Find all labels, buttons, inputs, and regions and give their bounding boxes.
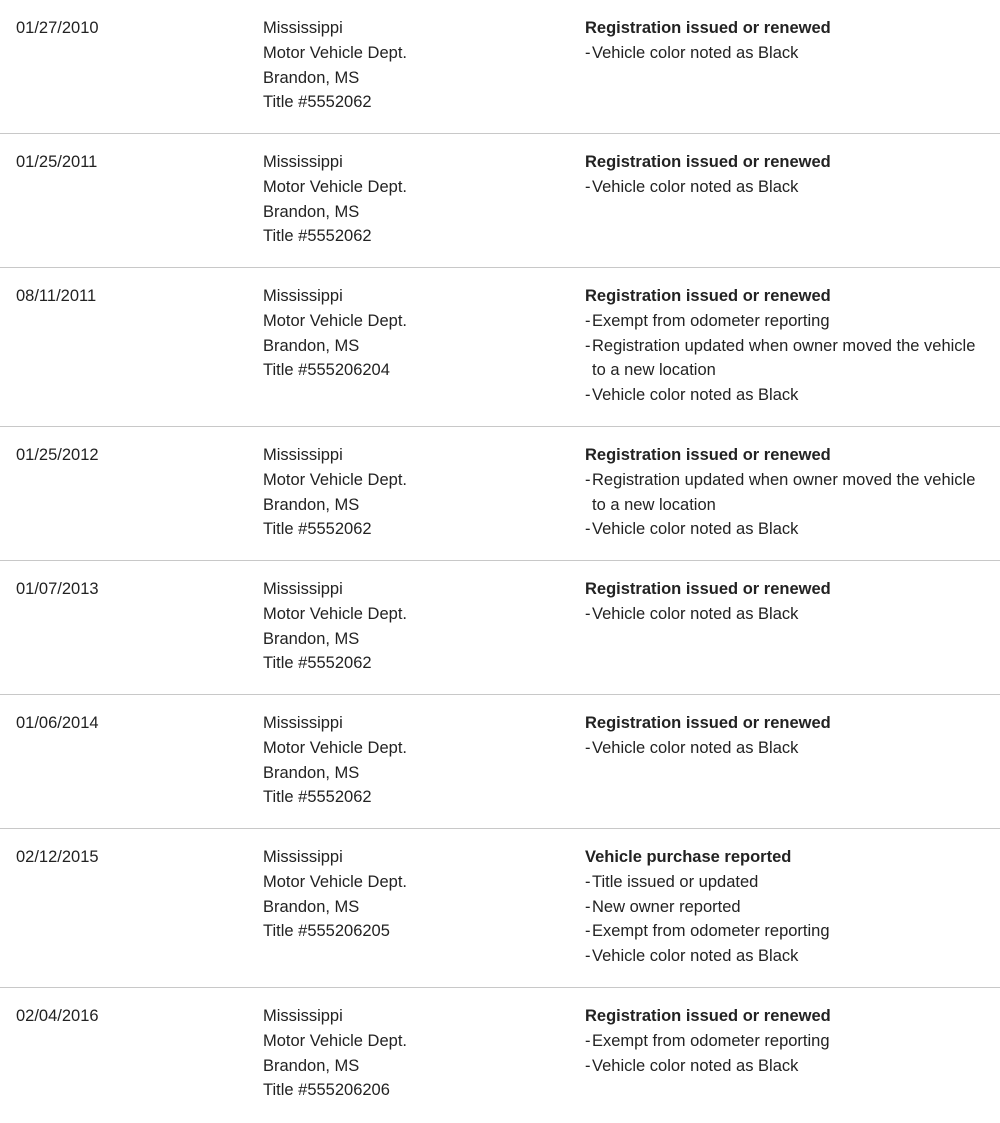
record-detail-item [585, 895, 985, 920]
record-detail-item [585, 736, 985, 761]
record-date: 01/25/2012 [16, 446, 99, 464]
record-comments [585, 711, 985, 761]
history-record-row [0, 134, 1000, 268]
source-line: Motor Vehicle Dept. [263, 43, 407, 62]
record-date: 01/27/2010 [16, 19, 99, 37]
record-headline: Registration issued or renewed [585, 287, 831, 305]
history-record-row [0, 0, 1000, 134]
source-line: Mississippi [263, 580, 343, 598]
record-comments [585, 150, 985, 200]
bullet-dash: - [585, 897, 591, 916]
record-detail-text: Vehicle color noted as Black [592, 738, 799, 757]
record-detail-text: Vehicle color noted as Black [592, 43, 799, 62]
bullet-dash: - [585, 336, 591, 355]
history-record-row [0, 988, 1000, 1123]
record-detail-text: Exempt from odometer reporting [592, 1031, 830, 1050]
record-source [263, 150, 407, 249]
record-date: 08/11/2011 [16, 287, 97, 305]
record-detail-item [585, 517, 985, 542]
record-comments [585, 443, 985, 542]
record-comments [585, 577, 985, 627]
record-detail-item [585, 41, 985, 66]
source-line: Mississippi [263, 848, 343, 866]
bullet-dash: - [585, 922, 591, 941]
source-line: Title #5552062 [263, 654, 372, 673]
record-date: 02/12/2015 [16, 848, 99, 866]
bullet-dash: - [585, 1031, 591, 1050]
record-headline: Registration issued or renewed [585, 19, 831, 37]
record-headline: Registration issued or renewed [585, 580, 831, 598]
record-detail-text: New owner reported [592, 897, 741, 916]
record-detail-item [585, 334, 985, 384]
record-detail-text: Vehicle color noted as Black [592, 1056, 799, 1075]
source-line: Motor Vehicle Dept. [263, 872, 407, 891]
history-record-row [0, 268, 1000, 427]
source-line: Title #5552062 [263, 93, 372, 112]
history-record-row [0, 695, 1000, 829]
bullet-dash: - [585, 177, 591, 196]
source-line: Motor Vehicle Dept. [263, 177, 407, 196]
source-line: Mississippi [263, 714, 343, 732]
record-detail-item [585, 1054, 985, 1079]
record-detail-item [585, 919, 985, 944]
source-line: Title #555206204 [263, 361, 390, 380]
source-line: Brandon, MS [263, 336, 360, 355]
source-line: Brandon, MS [263, 629, 360, 648]
record-detail-item [585, 944, 985, 969]
history-record-row [0, 829, 1000, 988]
record-detail-text: Registration updated when owner moved the vehicle to a new location [592, 336, 976, 380]
record-detail-text: Vehicle color noted as Black [592, 177, 799, 196]
record-detail-item [585, 870, 985, 895]
record-date: 01/25/2011 [16, 153, 98, 171]
bullet-dash: - [585, 872, 591, 891]
record-detail-item [585, 309, 985, 334]
source-line: Brandon, MS [263, 763, 360, 782]
record-detail-item [585, 1029, 985, 1054]
bullet-dash: - [585, 43, 591, 62]
record-source [263, 16, 407, 115]
record-detail-text: Vehicle color noted as Black [592, 386, 799, 405]
source-line: Mississippi [263, 287, 343, 305]
record-detail-text: Title issued or updated [592, 872, 759, 891]
record-date: 01/07/2013 [16, 580, 99, 598]
record-detail-text: Exempt from odometer reporting [592, 311, 830, 330]
record-detail-item [585, 468, 985, 518]
record-headline: Vehicle purchase reported [585, 848, 792, 866]
record-detail-text: Vehicle color noted as Black [592, 604, 799, 623]
source-line: Mississippi [263, 1007, 343, 1025]
record-detail-text: Registration updated when owner moved the vehicle to a new location [592, 470, 976, 514]
record-headline: Registration issued or renewed [585, 1007, 831, 1025]
record-comments [585, 16, 985, 66]
source-line: Brandon, MS [263, 495, 360, 514]
record-detail-text: Vehicle color noted as Black [592, 520, 799, 539]
source-line: Motor Vehicle Dept. [263, 1031, 407, 1050]
source-line: Title #5552062 [263, 227, 372, 246]
bullet-dash: - [585, 520, 591, 539]
bullet-dash: - [585, 311, 591, 330]
source-line: Motor Vehicle Dept. [263, 470, 407, 489]
source-line: Title #5552062 [263, 788, 372, 807]
record-detail-item [585, 175, 985, 200]
bullet-dash: - [585, 1056, 591, 1075]
record-detail-item [585, 383, 985, 408]
record-source [263, 845, 407, 944]
record-date: 02/04/2016 [16, 1007, 99, 1025]
record-date: 01/06/2014 [16, 714, 99, 732]
record-detail-text: Exempt from odometer reporting [592, 922, 830, 941]
record-source [263, 577, 407, 676]
record-source [263, 1004, 407, 1103]
record-headline: Registration issued or renewed [585, 714, 831, 732]
bullet-dash: - [585, 386, 591, 405]
source-line: Mississippi [263, 153, 343, 171]
source-line: Mississippi [263, 19, 343, 37]
source-line: Mississippi [263, 446, 343, 464]
record-comments [585, 1004, 985, 1078]
source-line: Brandon, MS [263, 68, 360, 87]
record-headline: Registration issued or renewed [585, 153, 831, 171]
bullet-dash: - [585, 947, 591, 966]
record-source [263, 284, 407, 383]
source-line: Brandon, MS [263, 897, 360, 916]
history-record-row [0, 561, 1000, 695]
source-line: Title #555206206 [263, 1081, 390, 1100]
record-comments [585, 845, 985, 969]
source-line: Brandon, MS [263, 1056, 360, 1075]
bullet-dash: - [585, 470, 591, 489]
record-comments [585, 284, 985, 408]
record-detail-text: Vehicle color noted as Black [592, 947, 799, 966]
source-line: Title #5552062 [263, 520, 372, 539]
history-record-row [0, 427, 1000, 561]
source-line: Motor Vehicle Dept. [263, 311, 407, 330]
source-line: Motor Vehicle Dept. [263, 604, 407, 623]
source-line: Brandon, MS [263, 202, 360, 221]
source-line: Motor Vehicle Dept. [263, 738, 407, 757]
source-line: Title #555206205 [263, 922, 390, 941]
record-detail-item [585, 602, 985, 627]
record-source [263, 711, 407, 810]
record-source [263, 443, 407, 542]
bullet-dash: - [585, 738, 591, 757]
record-headline: Registration issued or renewed [585, 446, 831, 464]
bullet-dash: - [585, 604, 591, 623]
